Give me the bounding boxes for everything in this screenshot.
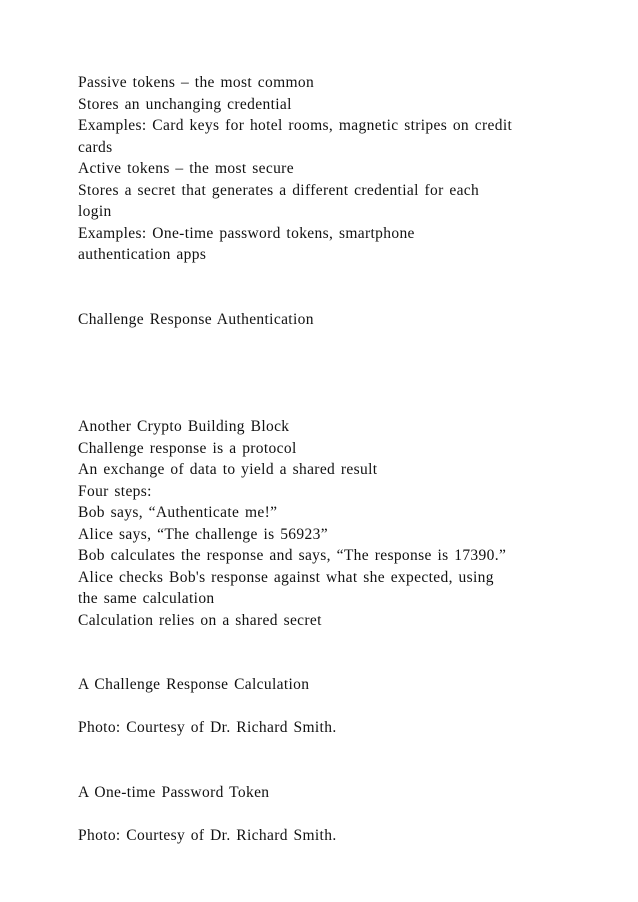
- text-line: Alice says, “The challenge is 56923”: [78, 525, 328, 543]
- text-line: Stores a secret that generates a different credential for each: [78, 181, 480, 199]
- text-line: Bob says, “Authenticate me!”: [78, 504, 278, 521]
- text-line: authentication apps: [78, 246, 207, 263]
- paragraph-gap: [78, 266, 558, 309]
- photo-credit: Photo: Courtesy of Dr. Richard Smith.: [78, 826, 337, 844]
- text-line: cards: [78, 138, 113, 156]
- text-line: Four steps:: [78, 482, 152, 500]
- text-line: Bob calculates the response and says, “The response is 17390.”: [78, 547, 507, 564]
- text-line: Challenge response is a protocol: [78, 439, 297, 457]
- text-line: Alice checks Bob's response against what she expected, using: [78, 568, 494, 586]
- section-heading: A Challenge Response Calculation: [78, 676, 310, 693]
- text-line: Examples: Card keys for hotel rooms, magnetic stripes on credit: [78, 117, 513, 134]
- text-line: Calculation relies on a shared secret: [78, 611, 322, 629]
- text-line: Stores an unchanging credential: [78, 95, 292, 113]
- paragraph-gap: [78, 803, 558, 825]
- paragraph-gap: [78, 739, 558, 782]
- text-line: login: [78, 203, 112, 220]
- text-line: Passive tokens – the most common: [78, 74, 315, 91]
- paragraph-gap: [78, 631, 558, 674]
- text-line: Active tokens – the most secure: [78, 160, 294, 177]
- text-line: the same calculation: [78, 590, 215, 607]
- photo-credit: Photo: Courtesy of Dr. Richard Smith.: [78, 719, 337, 736]
- text-line: An exchange of data to yield a shared result: [78, 461, 378, 478]
- text-line: Another Crypto Building Block: [78, 418, 290, 435]
- text-line: Examples: One-time password tokens, smartphone: [78, 224, 415, 242]
- document-body: [78, 72, 558, 846]
- section-heading: A One-time Password Token: [78, 783, 270, 801]
- paragraph-gap: [78, 696, 558, 718]
- section-heading: Challenge Response Authentication: [78, 310, 314, 328]
- paragraph-gap: [78, 330, 558, 416]
